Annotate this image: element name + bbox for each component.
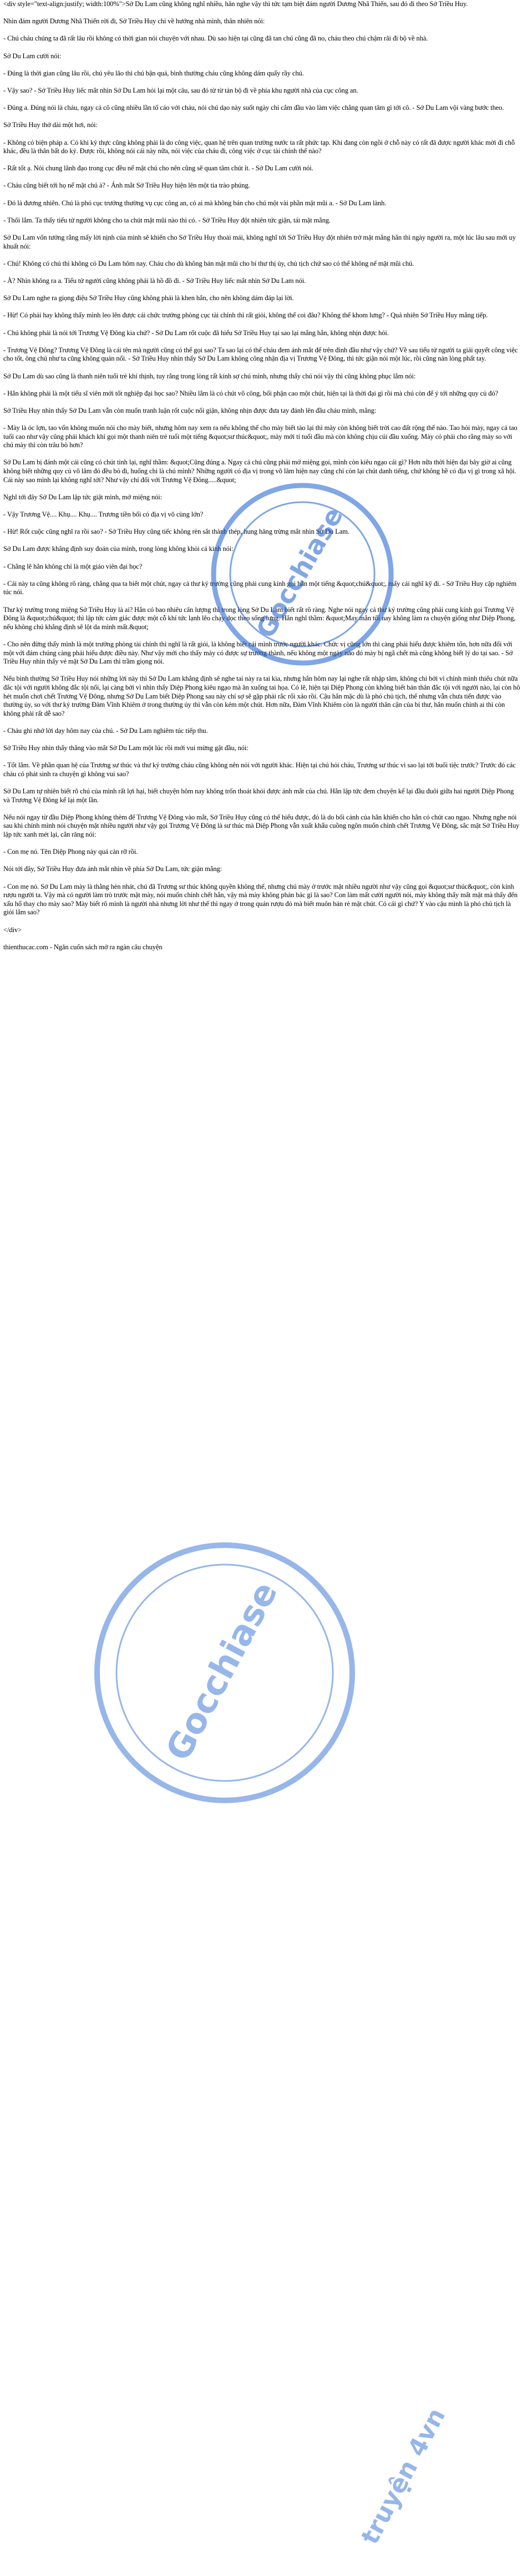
paragraph: Nếu nói ngay từ đầu Diệp Phong không thèm để Trương Vệ Đông vào mắt, Sở Triều Huy cũng có thể hiểu được, đó là do bối cảnh của hắn khiến cho hắn có chút cao ngạo. Nhưng nghe nói sau khi chính mình nói chuyện mặt nhiều người như vậy gọi Trương Vệ Đông là sư thúc mà Diệp Phong vẫn xuất khẩu cuồng ngôn muốn chỉnh chết Trương Vệ Đông, sắc mặt Sở Triều Huy lập tức xanh mét lại, cắn răng nói:: [3, 813, 520, 838]
paragraph: - Đúng là thời gian cũng lâu rồi, chú yêu lão thì chú bận quá, bình thường cháu cũng không dám quấy rầy chú.: [3, 69, 304, 77]
svg-text:Gocchiase: Gocchiase: [158, 1575, 286, 1768]
paragraph: - Chú không phải là nói tới Trương Vệ Đông kia chứ? - Sở Du Lam rốt cuộc đã hiểu Sở Triều Huy tại sao lại mắng hắn, không nhịn được hỏi.: [3, 328, 389, 337]
paragraph: - Mày là óc lợn, tao vốn không muốn nói cho mày biết, nhưng hôm nay xem ra nếu không thể cho mày biết tào lại thì mày còn không biết trời cao đất rộng thế nào. Tao hỏi mày, ngay cả tao tuổi cao như vậy cũng phải khách khí gọi một thanh niên trẻ tuổi một tiếng &quot;sư thúc&quot;, mày mới tí tuổi đầu mà còn không chịu cúi đầu xuống. Mày có phải cho rằng mày so với chú mày thì còn trâu bò hơn?: [3, 424, 518, 449]
paragraph: - Trương Vệ Đông? Trương Vệ Đông là cái tên mà người cũng có thể gọi sao? Ta sao lại có thể cháu đem ánh mắt để trên đỉnh đầu như vậy chứ? Về sau tiểu tử người ta giải quyết công việc cho tốt, ông chú như ta cũng không quản nổi. - Sở Triều Huy nhìn thấy Sở Du Lam không công nhận địa vị Trương Vệ Đông, thì tức giận nói một lúc, rồi cũng nản lòng phất tay.: [3, 346, 518, 363]
header-code-line: <div style="text-align:justify; width:100%">Sở Du Lam cũng không nghĩ nhiều, hăn nghe vậy thì tức tạm biệt đám người Dương Nhã Thiến, sau đó đi theo Sở Triều Huy.: [3, 0, 468, 8]
paragraph: Nhìn đám người Dương Nhã Thiến rời đi, Sở Triều Huy chỉ về hướng nhà mình, thân nhiên nói:: [3, 17, 265, 26]
paragraph: Sở Du Lam bị đánh một cái cũng có chút tỉnh lại, nghĩ thầm: &quot;Cũng đúng a. Ngay cả chú cũng phải mở miệng gọi, mình còn kiêu ngạo cái gì? Hơn nữa thời hiện đại bây giờ ai cũng không biết những quy củ võ lâm đó đều bỏ đi, huống chi là chú mình? Những người có địa vị trong võ lâm hiện nay cũng chỉ còn lại chút danh tiếng, chứ không hề có địa vị gì trong xã hội. Cái này sao mình lại không nghĩ tới? Như vậy chỉ đổi với Trương Vệ Đông.....&quot;: [3, 458, 516, 484]
paragraph: Thư ký trường trong miệng Sở Triều Huy là ai? Hắn có bao nhiêu cân lượng thì trong lòng Sở Du Lam biết rất rõ ràng. Nghe nói ngay cả thư ký trường cũng phải cung kính gọi Trương Vệ Đông là &quot;chú&quot; thì lập tức cảm giác được một cỗ khí tức lạnh lẽo chạy dọc theo sống lưng. Hắn nghĩ thầm: &quot;May mắn tối nay không làm ra chuyện giống như Diệp Phong, nếu không chú khẳng định sẽ lột da mình mất.&quot;: [3, 605, 516, 631]
site-footer: thienthucac.com - Ngăn cuốn sách mở ra ngàn câu chuyện: [3, 943, 163, 951]
watermark-bottom-text: truyện 4vn: [356, 2403, 452, 2549]
paragraph: - Tốt lắm. Về phần quan hệ của Trương sư thúc và thư ký trường cháu cũng không nên nói với người khác. Hiện tại chú hỏi cháu, Trương sư thúc vì sao lại tới buổi tiệc trước? Trước đó các cháu có phát sinh ra chuyện gì không vui sao?: [3, 761, 516, 778]
paragraph: - Rất tốt ạ. Nói chung lãnh đạo trong cục đều nể mặt chú cho nên cũng sẽ quan tâm chút ít. - Sở Du Lam cười nói.: [3, 164, 313, 173]
paragraph: Nói tới đây, Sở Triều Huy đưa ánh mắt nhìn về phía Sở Du Lam, tức giận mắng:: [3, 865, 222, 873]
paragraph: Sở Du Lam vốn tưởng rằng mấy lời nịnh của mình sẽ khiến cho Sở Triều Huy thoải mái, không nghĩ tới Sở Triều Huy đột nhiên trở mặt mắng hắn thì ngày người ra, một lúc lâu sau mới uy khuất nói:: [3, 234, 516, 250]
document-body: [3, 0, 520, 952]
paragraph: - Cháu cũng biết tới họ nể mặt chú à? - Ánh mắt Sở Triều Huy hiện lên một tia trào phúng.: [3, 181, 250, 190]
paragraph: - Thối lắm. Ta thấy tiểu tử người không cho ta chút mặt mũi nào thì có. - Sở Triều Huy đột nhiên tức giận, tái mặt mắng.: [3, 216, 331, 224]
document-page: [3, 0, 520, 2576]
paragraph: - Cho nên đừng thấy mình là một trưởng phòng tài chính thì nghĩ là rất giỏi, là không biết cái mình trước người khác. Chức vị cũng lớn thì càng phải hiểu được khiêm tốn, hơn nữa đối với một với đám chúng càng phải hiểu được điều này. Như vậy mới cho thấy mày có được sự trưởng thành, nếu không một ngày nào đó mày bị ngã chết mà cũng không biết lý do tại sao. - Sở Triều Huy nhìn thấy vẻ mặt Sở Du Lam thì trầm giọng nói.: [3, 640, 513, 666]
paragraph: - Vậy sao? - Sở Triều Huy liếc mắt nhìn Sở Du Lam hỏi lại một câu, sau đó từ từ tản bộ đi về phía khu người nhà của cục công an.: [3, 86, 358, 94]
paragraph: Sở Triều Huy nhìn thấy Sở Du Lam vẫn còn muốn tranh luận rốt cuộc nổi giận, không nhịn được đưa tay đánh lên đầu cháu mình, mắng:: [3, 406, 377, 414]
paragraph: Sở Triều Huy nhìn thấy thắng vào mắt Sở Du Lam một lúc rồi mới vui mừng gật đầu, nói:: [3, 744, 249, 752]
paragraph: Sở Du Lam tự nhiên biết rõ chú của mình rất lợi hại, biết chuyện hôm nay không trốn thoát khỏi được ánh mắt của chú. Hắn lập tức đem chuyện kể lại đầu đuôi giữa hai người Diệp Phong và Trương Vệ Đông kể lại một lần.: [3, 787, 514, 804]
paragraph: - Cái này ta cũng không rõ ràng, chẳng qua ta biết một chút, ngay cả thư ký trường cũng phải cung kính gọi hắn một tiếng &quot;chú&quot;, mấy cái nghĩ kỹ đi. - Sở Triều Huy cặp nghiêm túc nói.: [3, 579, 516, 596]
paragraph: </div>: [3, 925, 22, 934]
paragraph: - Con mẹ nó. Sở Du Lam mày là thằng hèn nhát, chú đã Trương sư thúc không quyền không thế, nhưng chú mày ở trước mặt nhiều người như vậy cũng gọi &quot;sư thúc&quot;, còn kính rượu người ta. Vậy mà có người làm trò trước mặt mày, nói muốn chỉnh chết hắn, vậy mà mày không phản bác gì là sao? Con làm mất cười người nói, mày không thấy mất mặt mà thấy đến xấu hổ thay cho mày sao? Mày biết rõ mình là người nhà nhưng lời như thế thì ngay ở trong quán rượu đó mà biết muôn bán rẻ mặt chút. Có cái gì chứ? Y vào cậu mình là phó chủ tịch là giỏi lắm sao?: [3, 882, 518, 917]
paragraph: Sở Du Lam được khẳng định suy đoán của mình, trong lòng không khỏi cả kinh nói:: [3, 545, 234, 553]
watermark-center-text: Gocchiase: [250, 502, 349, 643]
paragraph: - Đó là đương nhiên. Chú là phó cục trưởng thường vụ cục công an, có ai mà không bán cho chú một vài phần mặt mũi a. - Sở Du Lam lành.: [3, 199, 387, 207]
paragraph: - Chú! Không có chú thì không có Du Lam hôm nay. Cháu cho dù không bán mặt mũi cho bí thư thị ủy, chủ tịch chứ sao có thể không nể mặt mũi chú.: [3, 259, 414, 267]
paragraph: - Hừ! Có phải hay không thấy mình leo lên được cái chức trưởng phòng cục tài chính thì rất giỏi, không thể coi đâu? Không thể khom lưng? - Quả nhiên Sở Triều Huy mắng tiếp.: [3, 311, 488, 320]
paragraph: Sở Triều Huy thở dài một hơi, nói:: [3, 121, 98, 129]
paragraph-list: [3, 17, 520, 934]
paragraph: Sở Du Lam dù sao cũng là thanh niên tuổi trẻ khí thịnh, tuy rằng trong lòng rất kính sợ chú mình, nhưng thấy chú nói vậy thì cũng không phục lắm nói:: [3, 372, 416, 380]
paragraph: - Hừ! Rốt cuộc cũng nghĩ ra rồi sao? - Sở Triều Huy cũng tiếc không rèn sắt thành thép, hung hăng trừng mắt nhìn Sở Du Lam.: [3, 528, 349, 536]
paragraph: - À? Nhìn không ra a. Tiểu tử người cũng không phải là hồ đồ đi. - Sở Triều Huy liếc mắt nhìn Sở Du Lam nói.: [3, 277, 306, 285]
paragraph: - Cháu ghi nhớ lời dạy hôm nay của chú. - Sở Du Lam nghiêm túc tiếp thu.: [3, 726, 208, 735]
paragraph: - Chú cháu chúng ta đã rất lâu rồi không có thời gian nói chuyện với nhau. Dù sao hiện tại cũng đã tan chú cũng đã no, cháu theo chú chậm rãi đi bộ về nhà.: [3, 34, 428, 43]
paragraph: - Vậy Trương Vệ.... Khụ.... Khụ.... Trương tiền bối có địa vị võ cùng lớn?: [3, 510, 204, 519]
paragraph: - Chẳng lẽ hắn không chỉ là một giáo viên đại học?: [3, 562, 143, 570]
paragraph: Nếu bình thường Sở Triều Huy nói những lời này thì Sở Du Lam khẳng định sẽ nghe tai này ra tai kia, nhưng hắn hôm nay lại nghe rất nhập tâm, không chỉ bởi vì chính mình thiếu chút nữa đắc tội với người không đắc tội nổi, lại càng bởi vì nhìn thấy Diệp Phong kiêu ngạo mà ăn xuống tai họa. Có lẽ, hiện tại Diệp Phong còn không biết bản thân đắc tội với người nào, lại còn hô hét muốn chơi chết Trương Vệ Đông, nhưng Sở Du Lam biết Diệp Phong sau này chỉ sợ sẽ gặp phải rắc rối xảo rồi. Cậu hắn mặc dù là phó chủ tịch, thế nhưng vẫn chưa tiến được vào thường ủy, so với thư ký trường Đàm Vĩnh Khiêm ở trong thường ủy thì vẫn còn kém một chút. Hơn nữa, Đàm Vĩnh Khiêm còn là người thân cận của bí thư, hắn muốn chỉnh ai thì còn không phải rất dễ sao?: [3, 675, 520, 717]
paragraph: - Con mẹ nó. Tên Diệp Phong này quá càn rỡ rồi.: [3, 848, 138, 856]
paragraph: Sở Du Lam cười nói:: [3, 52, 62, 60]
paragraph: Nghĩ tới đây Sở Du Lam lập tức giật mình, mở miệng nói:: [3, 493, 163, 501]
paragraph: Sở Du Lam nghe ra giọng điệu Sở Triều Huy cũng không phải là khen hắn, cho nên không dám đáp lại lời.: [3, 294, 294, 302]
paragraph: - Đúng a. Đúng nói là cháu, ngay cả cô cũng nhiều lần tố cáo với cháu, nói chú dạo này suốt ngày chỉ cắm đầu vào làm việc chẳng quan tâm gì tới cô. - Sở Du Lam vội vàng bước theo.: [3, 104, 504, 112]
paragraph: - Không có biện pháp a. Có khi kỳ thực cũng không phải là do công việc, quan hệ trên quan trường nước ta rất phức tạp. Khi đang còn ngồi ở chỗ này có rất đã được người khác mời đi chỗ khác, đều là thân bất do kỷ. Được rồi, không nói cái này nữa, nói việc của cháu đi, công việc ở cục tài chính thế nào?: [3, 138, 515, 155]
paragraph: - Hắn không phải là một tiểu sĩ viên mới tốt nghiệp đại học sao? Nhiều lắm là có chút võ công, bối phận cao một chút, hiện tại là thời đại gì rồi mà chú còn để ý tới những quy củ đó?: [3, 389, 498, 397]
